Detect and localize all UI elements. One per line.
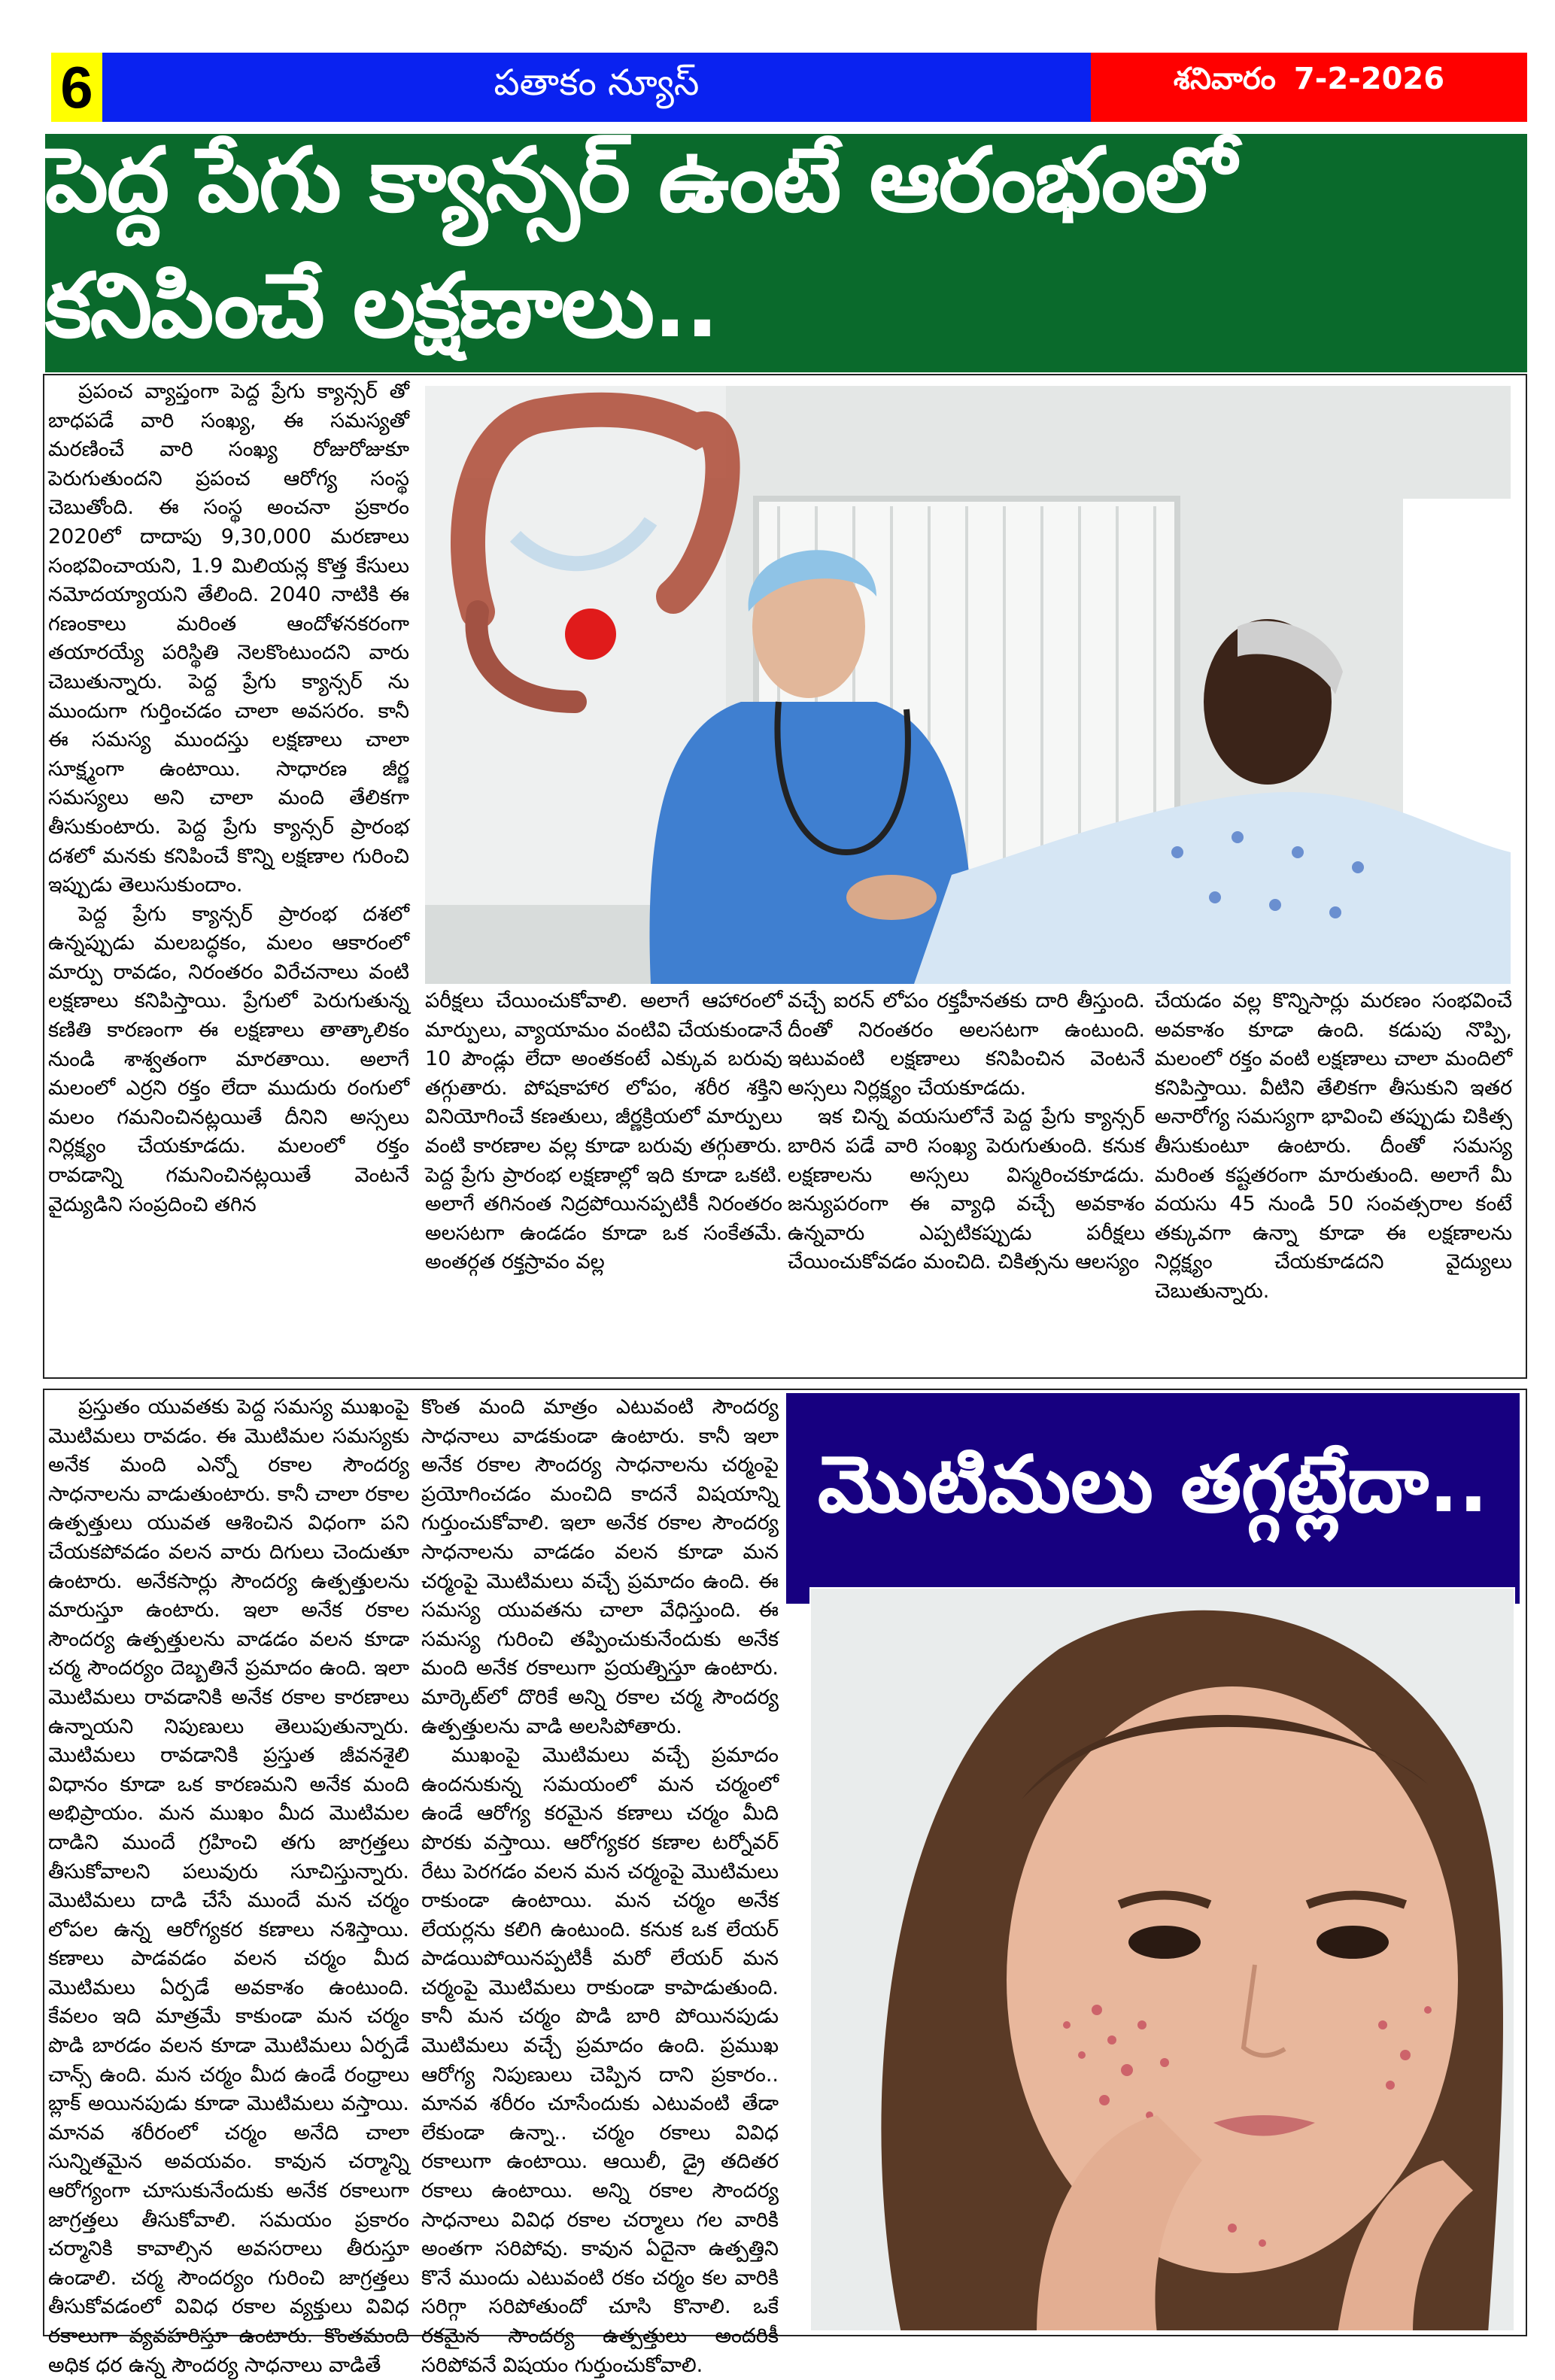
article1-photo-doctor-patient (425, 386, 1511, 984)
article1-column-2 (425, 987, 782, 1277)
date-label: 7-2-2026 (1293, 62, 1445, 96)
article2-column-2 (421, 1393, 779, 2380)
newspaper-name: పతాకం న్యూస్ (102, 53, 1091, 122)
date-banner (1091, 53, 1527, 122)
article1-column-4 (1155, 987, 1512, 1307)
page-number: 6 (51, 53, 102, 122)
hospital-scene-image (425, 386, 1511, 984)
paragraph: ముఖంపై మొటిమలు వచ్చే ప్రమాదం ఉందనుకున్న సమయంలో మన చర్మంలో ఉండే ఆరోగ్య కరమైన కణాలు చర్మం మీది పొరకు వస్తాయి. ఆరోగ్యకర కణాల టర్నోవర్ రేటు పెరగడం వలన మన చర్మంపై మొటిమలు రాకుండా ఉంటాయి. మన చర్మం అనేక లేయర్లను కలిగి ఉంటుంది. కనుక ఒక లేయర్ పాడయిపోయినప్పటికీ మరో లేయర్ మన చర్మంపై మొటిమలు రాకుండా కాపాడుతుంది. కానీ మన చర్మం పొడి బారి పోయినపుడు మొటిమలు వచ్చే ప్రమాదం ఉంది. ప్రముఖ ఆరోగ్య నిపుణులు చెప్పిన దాని ప్రకారం.. మానవ శరీరం చూసేందుకు ఎటువంటి తేడా లేకుండా ఉన్నా.. చర్మం రకాలు వివిధ రకాలుగా ఉంటాయి. ఆయిలీ, డ్రై తదితర రకాలు ఉంటాయి. అన్ని రకాల సౌందర్య సాధనాలు వివిధ రకాల చర్మాలు గల వారికి అంతగా సరిపోవు. కావున ఏదైనా ఉత్పత్తిని కొనే ముందు ఎటువంటి రకం చర్మం కల వారికి సరిగ్గా సరిపోతుందో చూసి కొనాలి. ఒకే రకమైన సౌందర్య ఉత్పత్తులు అందరికీ సరిపోవనే విషయం గుర్తుంచుకోవాలి. (421, 1744, 779, 2377)
article1-column-1 (48, 378, 409, 1219)
paragraph: పెద్ద ప్రేగు క్యాన్సర్ ప్రారంభ దశలో ఉన్నప్పుడు మలబద్ధకం, మలం ఆకారంలో మార్పు రావడం, నిరంతరం విరేచనాలు వంటి లక్షణాలు కనిపిస్తాయి. ప్రేగులో పెరుగుతున్న కణితి కారణంగా ఈ లక్షణాలు తాత్కాలికం నుండి శాశ్వతంగా మారతాయి. అలాగే మలంలో ఎర్రని రక్తం లేదా ముదురు రంగులో మలం గమనించినట్లయితే దీనిని అస్సలు నిర్లక్ష్యం చేయకూడదు. మలంలో రక్తం రావడాన్ని గమనించినట్లయితే వెంటనే వైద్యుడిని సంప్రదించి తగిన (48, 902, 409, 1216)
article2-photo-acne-face (809, 1587, 1515, 2332)
woman-face-image (811, 1589, 1515, 2332)
paragraph: చేయడం వల్ల కొన్నిసార్లు మరణం సంభవించే అవకాశం కూడా ఉంది. కడుపు నొప్పి, మలంలో రక్తం వంటి లక్షణాలు చాలా మందిలో కనిపిస్తాయి. వీటిని తేలికగా తీసుకుని ఇతర అనారోగ్య సమస్యగా భావించి తప్పుడు చికిత్స తీసుకుంటూ ఉంటారు. దీంతో సమస్య మరింత కష్టతరంగా మారుతుంది. అలాగే మీ వయసు 45 నుండి 50 సంవత్సరాల కంటే తక్కువగా ఉన్నా కూడా ఈ లక్షణాలను నిర్లక్ష్యం చేయకూడదని వైద్యులు చెబుతున్నారు. (1155, 989, 1512, 1303)
paragraph: వచ్చే ఐరన్ లోపం రక్తహీనతకు దారి తీస్తుంది. దీంతో నిరంతరం అలసటగా ఉంటుంది. ఇటువంటి లక్షణాలు కనిపించిన వెంటనే అస్సలు నిర్లక్ష్యం చేయకూడదు. (788, 989, 1145, 1100)
paragraph: ప్రస్తుతం యువతకు పెద్ద సమస్య ముఖంపై మొటిమలు రావడం. ఈ మొటిమల సమస్యకు అనేక మంది ఎన్నో రకాల సౌందర్య సాధనాలను వాడుతుంటారు. కానీ చాలా రకాల ఉత్పత్తులు యువత ఆశించిన విధంగా పని చేయకపోవడం వలన వారు దిగులు చెందుతూ ఉంటారు. అనేకసార్లు సౌందర్య ఉత్పత్తులను మారుస్తూ ఉంటారు. ఇలా అనేక రకాల సౌందర్య ఉత్పత్తులను వాడడం వలన కూడా చర్మ సౌందర్యం దెబ్బతినే ప్రమాదం ఉంది. ఇలా మొటిమలు రావడానికి అనేక రకాల కారణాలు ఉన్నాయని నిపుణులు తెలుపుతున్నారు. మొటిమలు రావడానికి ప్రస్తుత జీవనశైలి విధానం కూడా ఒక కారణమని అనేక మంది అభిప్రాయం. మన ముఖం మీద మొటిమల దాడిని ముందే గ్రహించి తగు జాగ్రత్తలు తీసుకోవాలని పలువురు సూచిస్తున్నారు. మొటిమలు దాడి చేసే ముందే మన చర్మం లోపల ఉన్న ఆరోగ్యకర కణాలు నశిస్తాయి. కణాలు పాడవడం వలన చర్మం మీద మొటిమలు ఏర్పడే అవకాశం ఉంటుంది. కేవలం ఇది మాత్రమే కాకుండా మన చర్మం పొడి బారడం వలన కూడా మొటిమలు ఏర్పడే చాన్స్ ఉంది. మన చర్మం మీద ఉండే రంధ్రాలు బ్లాక్ అయినపుడు కూడా మొటిమలు వస్తాయి. మానవ శరీరంలో చర్మం అనేది చాలా సున్నితమైన అవయవం. కావున చర్మాన్ని ఆరోగ్యంగా చూసుకునేందుకు అనేక రకాలుగా జాగ్రత్తలు తీసుకోవాలి. సమయం ప్రకారం చర్మానికి కావాల్సిన అవసరాలు తీరుస్తూ ఉండాలి. చర్మ సౌందర్యం గురించి జాగ్రత్తలు తీసుకోవడంలో వివిధ రకాల వ్యక్తులు వివిధ రకాలుగా వ్యవహరిస్తూ ఉంటారు. కొంతమంది అధిక ధర ఉన్న సౌందర్య సాధనాలు వాడితే (48, 1395, 409, 2377)
paragraph: పరీక్షలు చేయించుకోవాలి. అలాగే ఆహారంలో మార్పులు, వ్యాయామం వంటివి చేయకుండానే 10 పౌండ్లు లేదా అంతకంటే ఎక్కువ బరువు తగ్గుతారు. పోషకాహార లోపం, శరీర శక్తిని వినియోగించే కణతులు, జీర్ణక్రియలో మార్పులు వంటి కారణాల వల్ల కూడా బరువు తగ్గుతారు. పెద్ద ప్రేగు ప్రారంభ లక్షణాల్లో ఇది కూడా ఒకటి. అలాగే తగినంత నిద్రపోయినప్పటికీ నిరంతరం అలసటగా ఉండడం కూడా ఒక సంకేతమే. అంతర్గత రక్తస్రావం వల్ల (425, 989, 782, 1274)
article2-column-1 (48, 1393, 409, 2380)
paragraph: ఇక చిన్న వయసులోనే పెద్ద ప్రేగు క్యాన్సర్ బారిన పడే వారి సంఖ్య పెరుగుతుంది. కనుక లక్షణాలను అస్సలు విస్మరించకూడదు. జన్యుపరంగా ఈ వ్యాధి వచ్చే అవకాశం ఉన్నవారు ఎప్పటికప్పుడు పరీక్షలు చేయించుకోవడం మంచిది. చికిత్సను ఆలస్యం (788, 1105, 1145, 1274)
paragraph: కొంత మంది మాత్రం ఎటువంటి సౌందర్య సాధనాలు వాడకుండా ఉంటారు. కానీ ఇలా అనేక రకాల సౌందర్య సాధనాలను చర్మంపై ప్రయోగించడం మంచిది కాదనే విషయాన్ని గుర్తుంచుకోవాలి. ఇలా అనేక రకాల సౌందర్య సాధనాలను వాడడం వలన కూడా మన చర్మంపై మొటిమలు వచ్చే ప్రమాదం ఉంది. ఈ సమస్య యువతను చాలా వేధిస్తుంది. ఈ సమస్య గురించి తప్పించుకునేందుకు అనేక మంది అనేక రకాలుగా ప్రయత్నిస్తూ ఉంటారు. మార్కెట్‌లో దొరికే అన్ని రకాల చర్మ సౌందర్య ఉత్పత్తులను వాడి అలసిపోతారు. (421, 1395, 779, 1738)
paragraph: ప్రపంచ వ్యాప్తంగా పెద్ద ప్రేగు క్యాన్సర్ తో బాధపడే వారి సంఖ్య, ఈ సమస్యతో మరణించే వారి సంఖ్య రోజురోజుకూ పెరుగుతుందని ప్రపంచ ఆరోగ్య సంస్థ చెబుతోంది. ఈ సంస్థ అంచనా ప్రకారం 2020లో దాదాపు 9,30,000 మరణాలు సంభవించాయని, 1.9 మిలియన్ల కొత్త కేసులు నమోదయ్యాయని తేలింది. 2040 నాటికి ఈ గణంకాలు మరింత ఆందోళనకరంగా తయారయ్యే పరిస్థితి నెలకొంటుందని వారు చెబుతున్నారు. పెద్ద ప్రేగు క్యాన్సర్ ను ముందుగా గుర్తించడం చాలా అవసరం. కానీ ఈ సమస్య ముందస్తు లక్షణాలు చాలా సూక్ష్మంగా ఉంటాయి. సాధారణ జీర్ణ సమస్యలు అని చాలా మంది తేలికగా తీసుకుంటారు. పెద్ద ప్రేగు క్యాన్సర్ ప్రారంభ దశలో మనకు కనిపించే కొన్ని లక్షణాల గురించి ఇప్పుడు తెలుసుకుందాం. (48, 380, 409, 897)
article1-column-3 (788, 987, 1145, 1277)
day-label: శనివారం (1173, 62, 1276, 96)
article1-headline: పెద్ద పేగు క్యాన్సర్ ఉంటే ఆరంభంలో కనిపించే లక్షణాలు.. (45, 134, 1527, 372)
article2-headline: మొటిమలు తగ్గట్లేదా.. (786, 1393, 1520, 1604)
